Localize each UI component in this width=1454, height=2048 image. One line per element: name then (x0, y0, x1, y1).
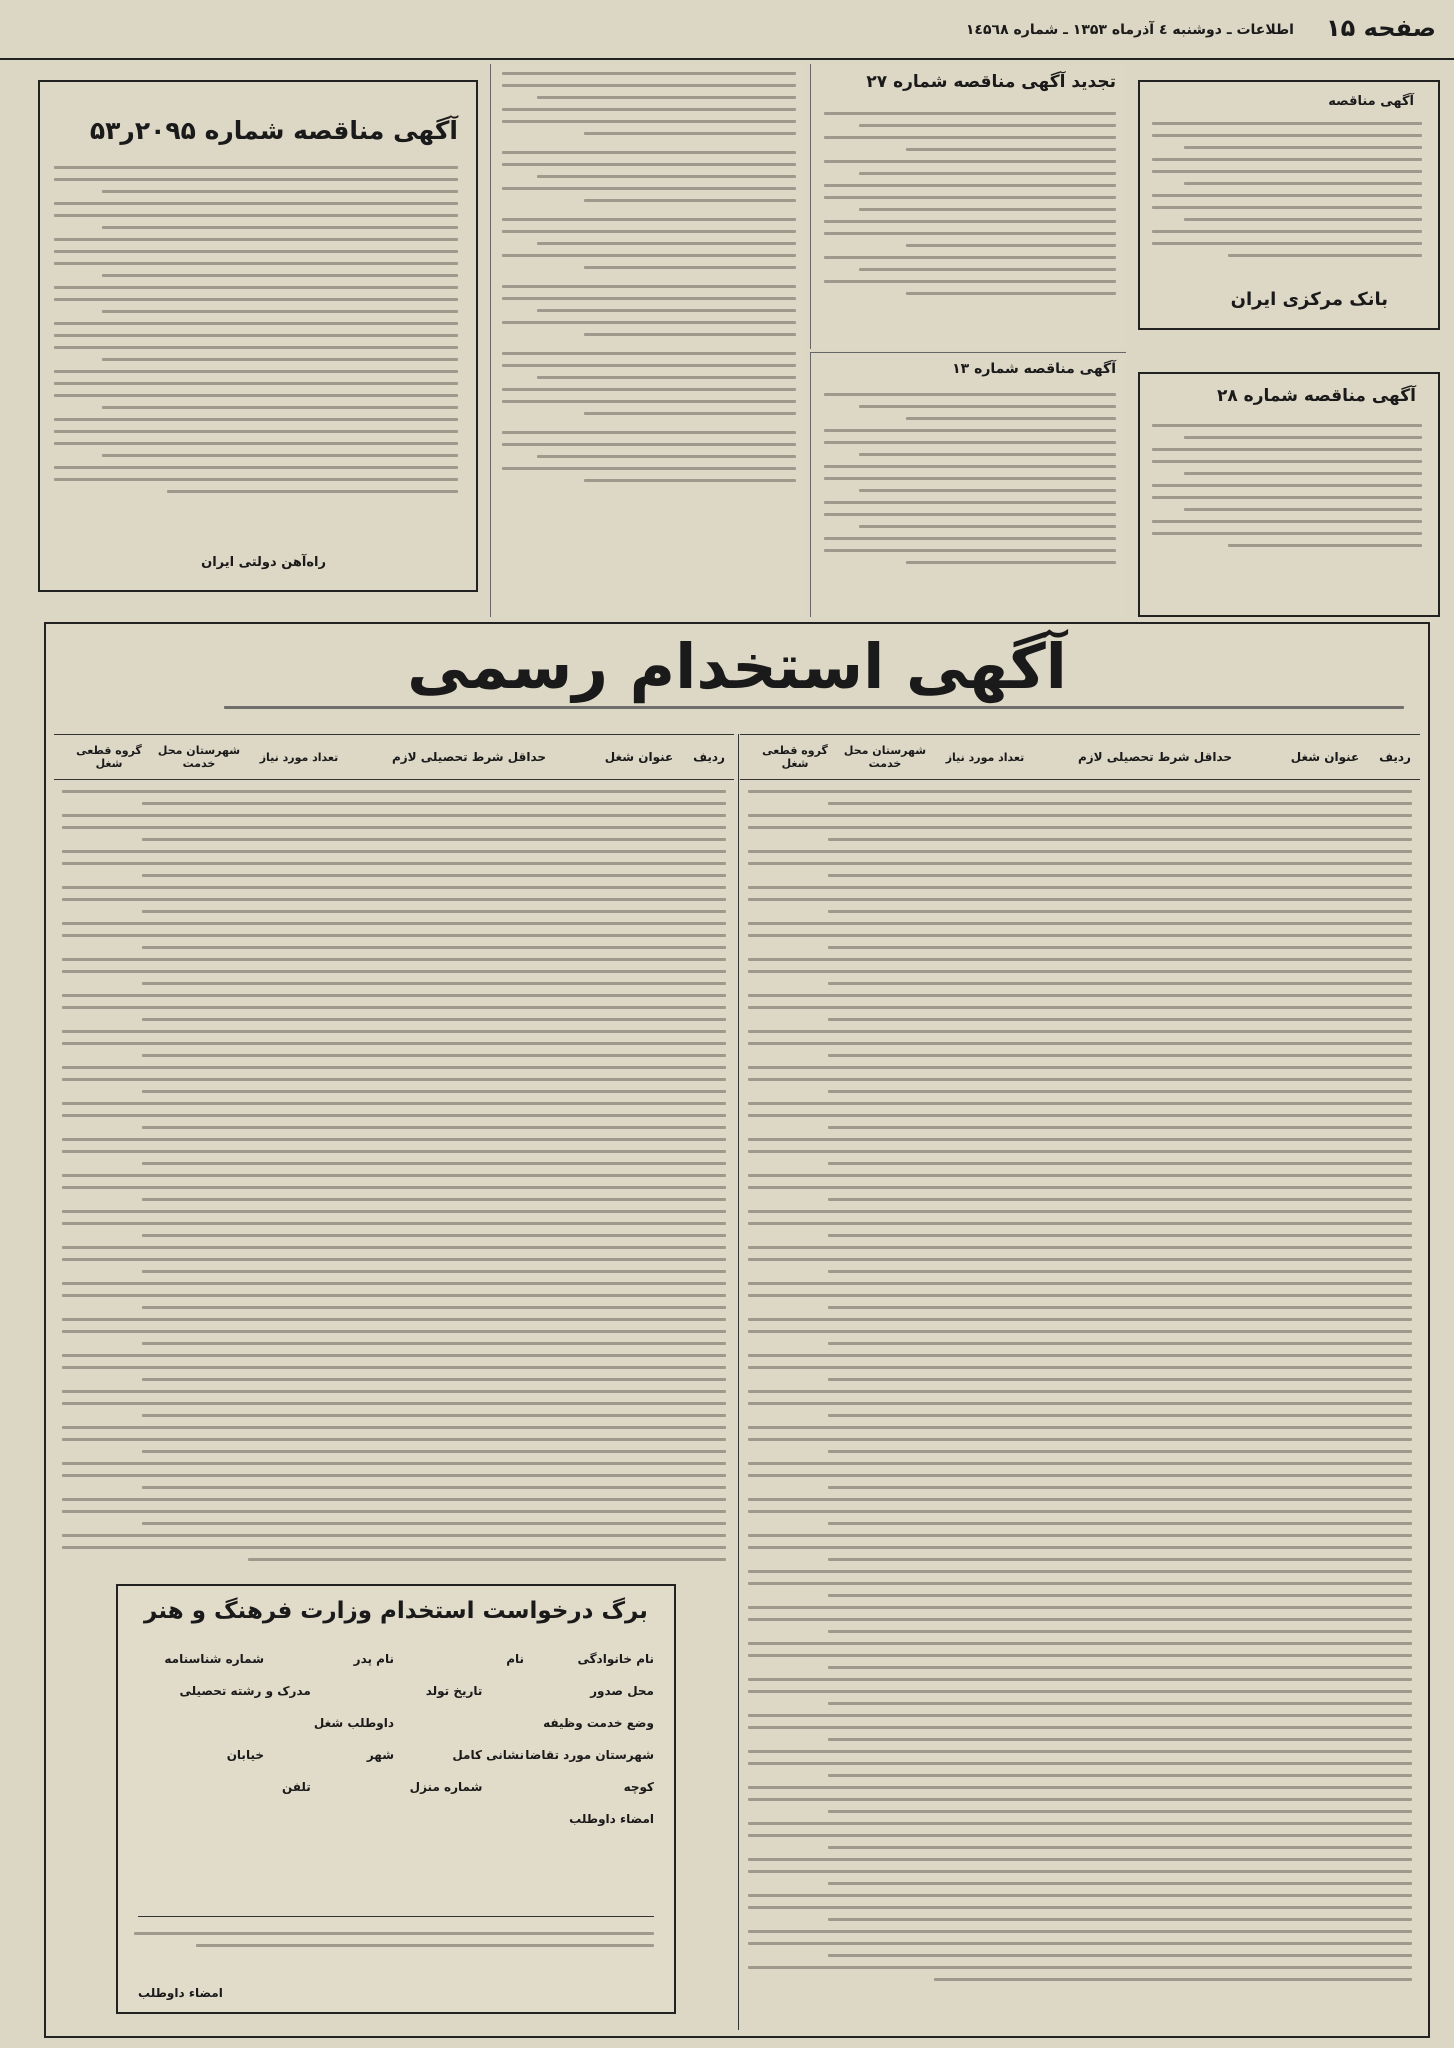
col-requirement: حداقل شرط تحصیلی لازم (391, 750, 547, 764)
form-field[interactable]: شماره شناسنامه (164, 1652, 264, 1666)
ad-railway (38, 80, 478, 592)
col-group: گروه قطعی شغل (762, 744, 828, 770)
form-field[interactable]: محل صدور (590, 1684, 654, 1698)
form-field[interactable]: کوچه (623, 1780, 654, 1794)
ad-title: آگهی مناقصه شماره ۲۸ (1216, 386, 1416, 406)
col-row: ردیف (1379, 750, 1411, 764)
col-city: شهرستان محل خدمت (157, 744, 241, 770)
ad-body (1152, 122, 1422, 266)
ad-signature: راه‌آهن دولتی ایران (201, 555, 326, 570)
col-title: عنوان شغل (1290, 750, 1360, 764)
ad-body (1152, 424, 1422, 556)
form-divider (138, 1916, 654, 1917)
ad-signature: بانک مرکزی ایران (1230, 289, 1388, 310)
table-header-left (54, 734, 734, 780)
col-city: شهرستان محل خدمت (843, 744, 927, 770)
form-field[interactable]: نام پدر (353, 1652, 394, 1666)
ad-central-bank (1138, 80, 1440, 330)
form-field[interactable]: شهرستان مورد تقاضا (525, 1748, 654, 1762)
notices-body (502, 72, 796, 491)
form-footer-sign: امضاء داوطلب (138, 1986, 223, 2000)
ad-title: تجدید آگهی مناقصه شماره ۲۷ (866, 72, 1116, 92)
col-row: ردیف (693, 750, 725, 764)
ad-body (824, 112, 1116, 304)
form-field[interactable]: نام (506, 1652, 524, 1666)
ad-tender-13 (810, 352, 1126, 617)
column-divider (738, 734, 739, 2030)
form-fields (134, 1652, 654, 1826)
form-title: برگ درخواست استخدام وزارت فرهنگ و هنر (144, 1598, 648, 1624)
patent-notices (490, 64, 806, 617)
table-header-right (740, 734, 1420, 780)
table-body-left (62, 790, 726, 1570)
masthead-text: اطلاعات ـ دوشنبه ٤ آذرماه ۱۳۵۳ ـ شماره ۱٤۵٦۸ (965, 22, 1294, 38)
employment-ad (44, 622, 1430, 2038)
form-field[interactable]: شماره منزل (409, 1780, 483, 1794)
ad-body (824, 393, 1116, 573)
ad-title: آگهی مناقصه شماره ۱۳ (952, 361, 1116, 377)
form-field[interactable]: تاریخ تولد (425, 1684, 483, 1698)
form-field[interactable]: وضع خدمت وظیفه (543, 1716, 654, 1730)
form-field[interactable]: امضاء داوطلب (569, 1812, 654, 1826)
form-field[interactable]: خیابان (226, 1748, 264, 1762)
form-field[interactable]: شهر (366, 1748, 394, 1762)
form-field[interactable]: تلفن (281, 1780, 311, 1794)
ad-body (54, 166, 458, 502)
ad-renewal-27 (810, 64, 1126, 349)
employment-intro (224, 706, 1404, 718)
ad-tender-28 (1138, 372, 1440, 617)
col-count: تعداد مورد نیاز (945, 750, 1025, 764)
form-declaration (134, 1932, 654, 1956)
form-field[interactable]: نشانی کامل (452, 1748, 524, 1762)
form-field[interactable]: نام خانوادگی (577, 1652, 654, 1666)
ad-kicker: آگهی مناقصه (1328, 94, 1414, 109)
form-field[interactable]: داوطلب شغل (313, 1716, 394, 1730)
employment-headline: آگهی استخدام رسمی (407, 630, 1067, 703)
application-form (116, 1584, 676, 2014)
col-title: عنوان شغل (604, 750, 674, 764)
form-field[interactable]: مدرک و رشته تحصیلی (179, 1684, 311, 1698)
col-count: تعداد مورد نیاز (259, 750, 339, 764)
col-requirement: حداقل شرط تحصیلی لازم (1077, 750, 1233, 764)
col-group: گروه قطعی شغل (76, 744, 142, 770)
ad-title: آگهی مناقصه شماره ۲۰۹۵ر۵۳ (89, 116, 458, 145)
page-label: صفحه ۱۵ (1326, 14, 1436, 42)
table-body-right (748, 790, 1412, 1990)
masthead (0, 0, 1454, 60)
